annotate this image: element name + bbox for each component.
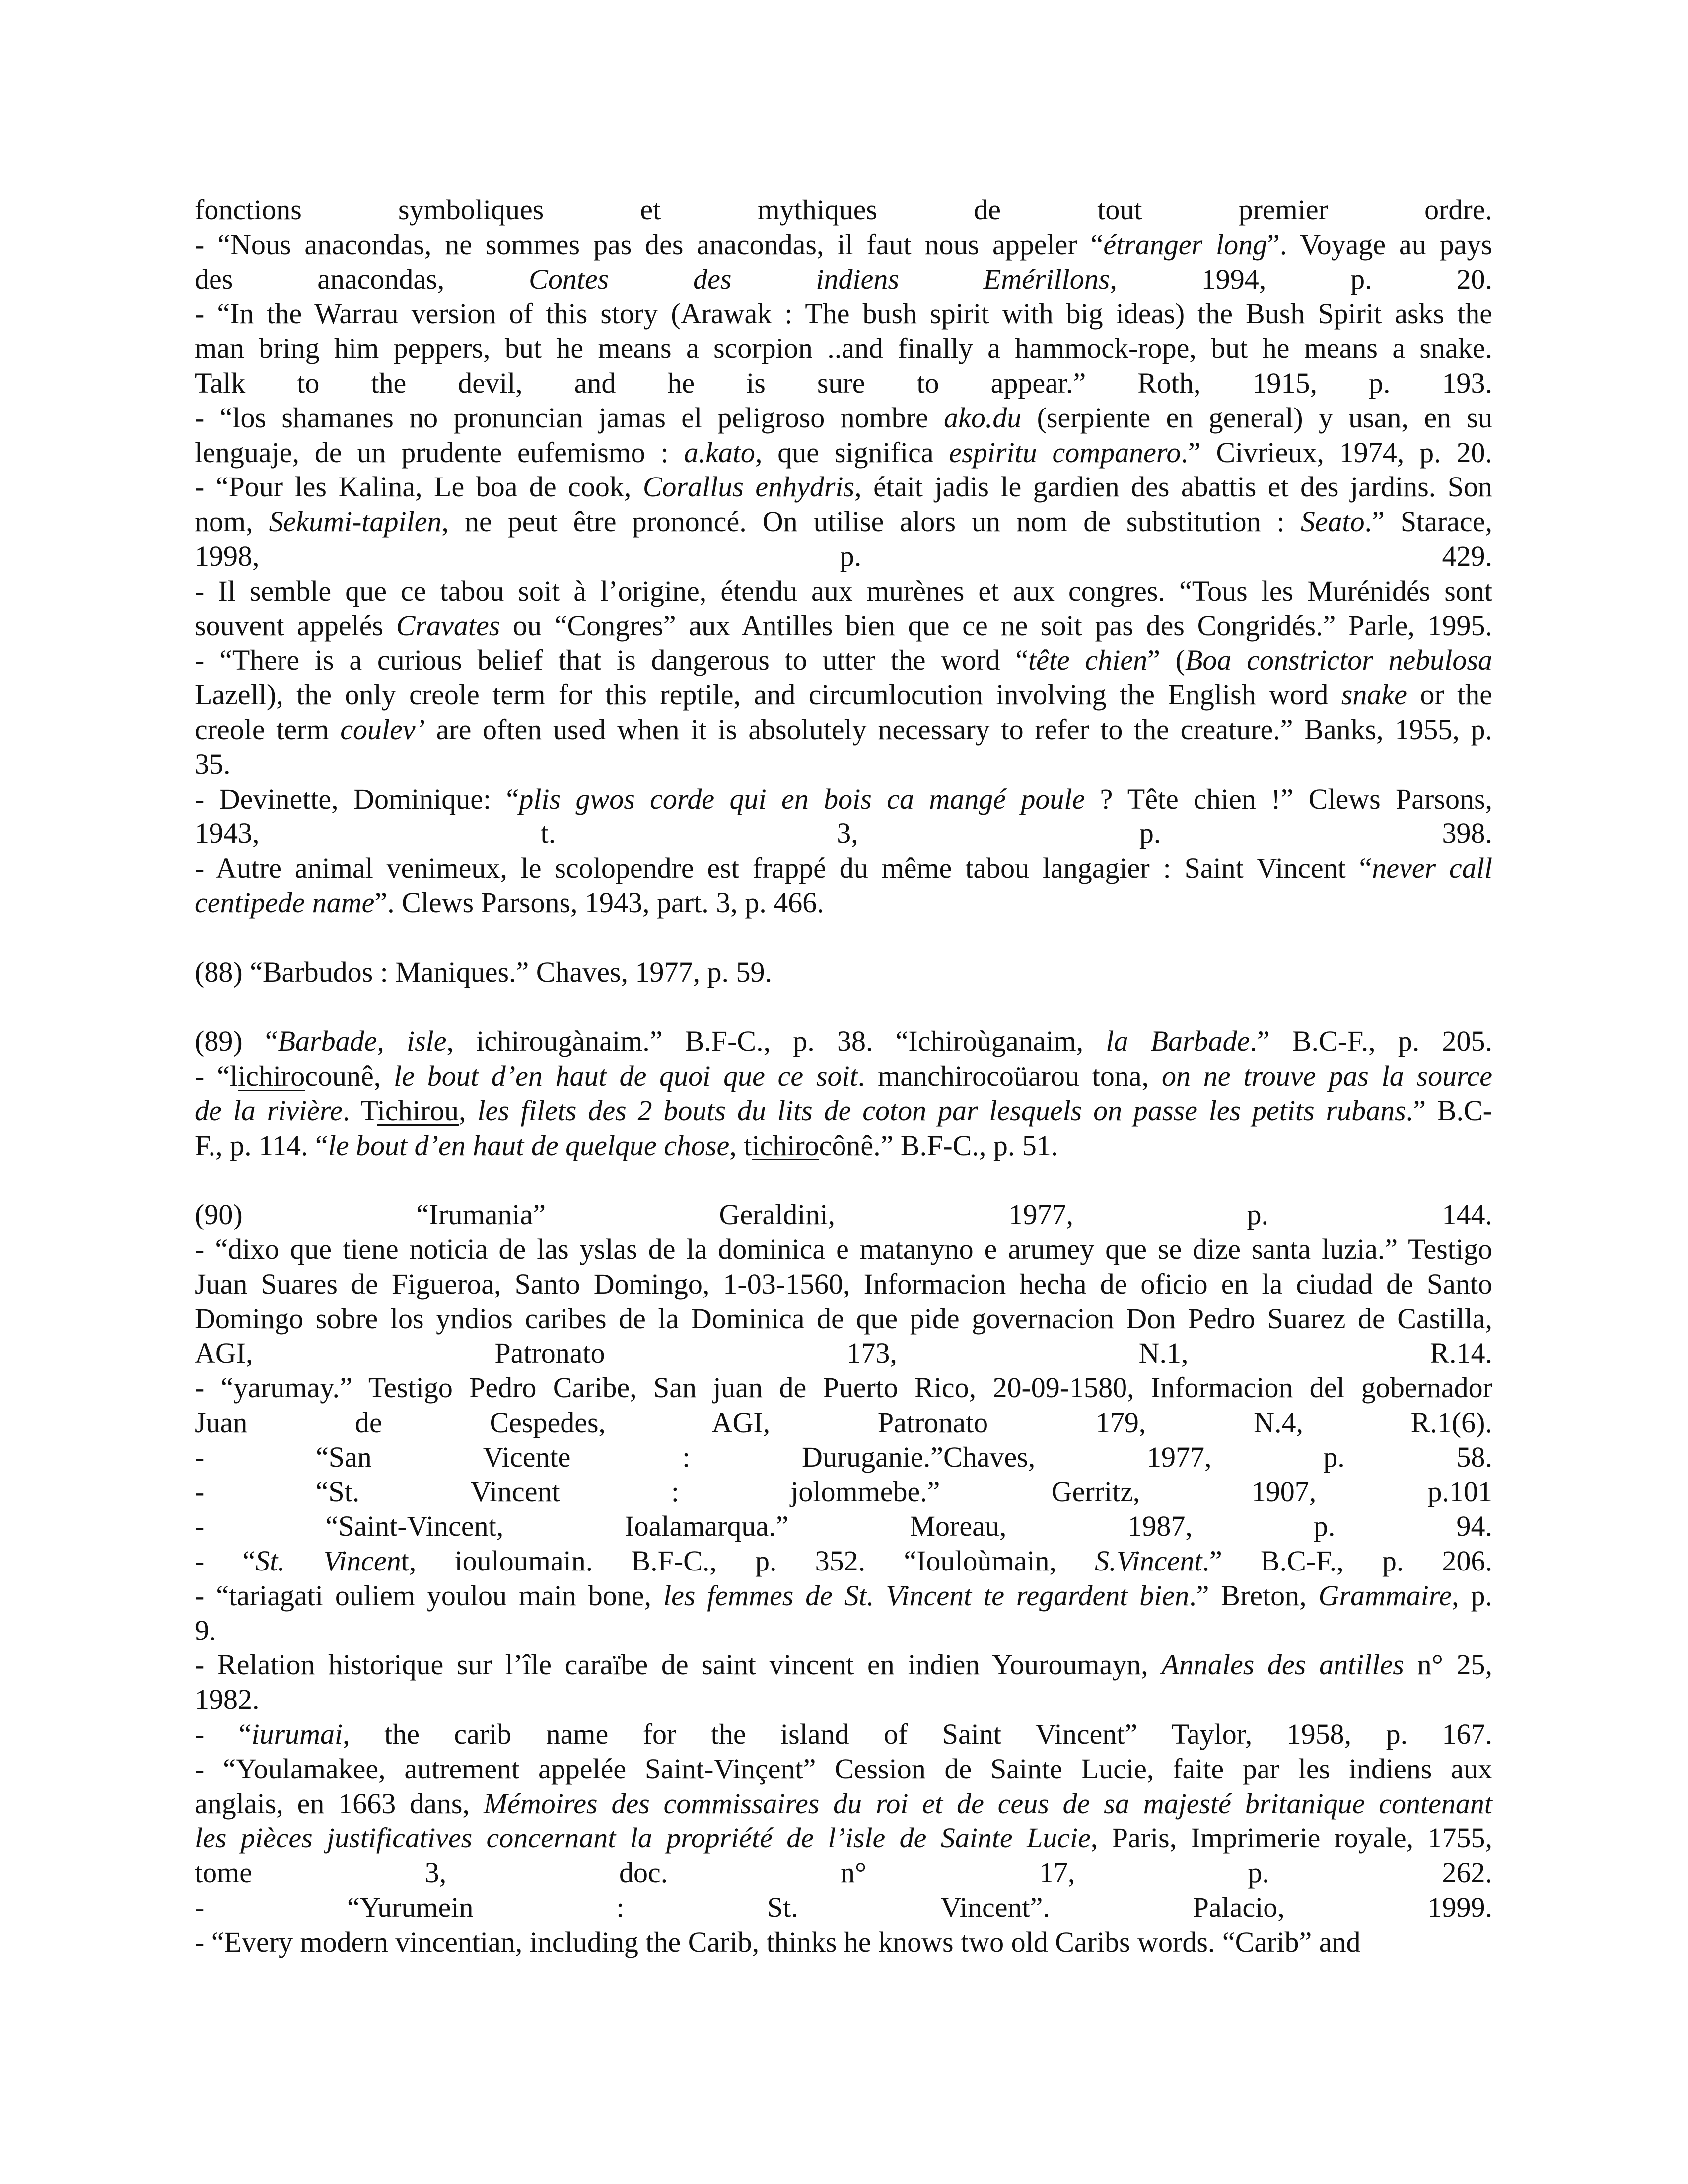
italic-run: Barbade, isle [278,1025,447,1058]
text-run: anglais, en 1663 dans, [195,1787,484,1820]
italic-run: le bout d’en haut de quoi que ce soit [394,1059,858,1092]
text-run: - “ [195,1545,256,1577]
text-line [195,1093,1492,1128]
italic-run: Contes des indiens Emérillons [529,263,1110,295]
text-run: 1998, p. 429. [195,540,1492,572]
text-run: , était jadis le gardien des abattis et des jardins. Son [854,471,1492,503]
text-line [195,296,1492,331]
italic-run: les femmes de St. Vincent te regardent bien [663,1579,1190,1612]
text-line [195,1370,1492,1405]
text-run: . T [343,1094,377,1127]
text-run: (88) “Barbudos : Maniques.” Chaves, 1977, p. 59. [195,956,773,988]
italic-run: Sekumi-tapilen [269,505,442,538]
italic-run: Seato [1300,505,1365,538]
text-line [195,1682,1492,1717]
italic-run: centipede name [195,886,375,919]
text-run: ”. Clews Parsons, 1943, part. 3, p. 466. [374,886,824,919]
text-run: - “ [195,1718,252,1751]
notes-body [195,193,1492,1960]
text-run: man bring him peppers, but he means a scorpion ..and finally a hammock-rope, but he means a snake. [195,332,1492,365]
text-run: - “San Vicente : Duruganie.”Chaves, 1977, p. 58. [195,1440,1492,1473]
text-run: 9. [195,1614,216,1646]
italic-run: les filets des 2 bouts du lits de coton par lesquels on passe les petits rubans [477,1094,1406,1127]
text-line [195,1613,1492,1648]
paragraph-note-89 [195,1024,1492,1162]
text-line [195,609,1492,643]
text-line [195,1128,1492,1163]
text-run: t, iouloumain. B.F-C., p. 352. “Iouloùmain, [401,1545,1095,1577]
text-run: - Devinette, Dominique: “ [195,782,519,815]
italic-run: S.Vincent [1095,1545,1202,1577]
text-line [195,1821,1492,1855]
text-run: des anacondas, [195,263,529,295]
text-run: .” B.C- [1406,1094,1492,1127]
text-run: AGI, Patronato 173, N.1, R.14. [195,1337,1492,1369]
paragraph-cont [195,193,1492,920]
text-run: Juan de Cespedes, AGI, Patronato 179, N.4, R.1(6). [195,1406,1492,1438]
text-line [195,1440,1492,1475]
italic-run: Grammaire [1318,1579,1452,1612]
text-line [195,1509,1492,1544]
italic-run: étranger long [1103,228,1267,261]
text-line [195,1855,1492,1890]
text-run: .” Civrieux, 1974, p. 20. [1181,436,1492,469]
italic-run: on ne trouve pas la source [1161,1059,1493,1092]
text-line [195,886,1492,920]
text-line [195,678,1492,712]
text-run: , ne peut être prononcé. On utilise alors un nom de substitution : [441,505,1301,538]
text-line [195,1232,1492,1267]
italic-run: a.kato [684,436,755,469]
text-line [195,1267,1492,1301]
italic-run: tête chien [1028,644,1148,677]
text-line [195,539,1492,574]
text-run: fonctions symboliques et mythiques de tout premier ordre. [195,194,1492,226]
text-run: - “Nous anacondas, ne sommes pas des anacondas, il faut nous appeler “ [195,228,1104,261]
text-line [195,470,1492,504]
text-run: - “Pour les Kalina, Le boa de cook, [195,471,643,503]
text-run: ou “Congres” aux Antilles bien que ce ne soit pas des Congridés.” Parle, 1995. [500,609,1492,642]
italic-run: St. Vincen [255,1545,401,1577]
text-run: (90) “Irumania” Geraldini, 1977, p. 144. [195,1198,1492,1231]
text-run: F., p. 114. “ [195,1129,328,1161]
italic-run: les pièces justificatives concernant la propriété de l’isle de Sainte Lucie [195,1822,1091,1854]
text-run: - Il semble que ce tabou soit à l’origine, étendu aux murènes et aux congres. “Tous les Murénidés sont [195,574,1492,607]
italic-run: le bout d’en haut de quelque chose [328,1129,730,1161]
text-run: - “tariagati ouliem youlou main bone, [195,1579,663,1612]
text-run: are often used when it is absolutely necessary to refer to the creature.” Banks, 1955, p. [424,713,1492,746]
text-run: Juan Suares de Figueroa, Santo Domingo, 1-03-1560, Informacion hecha de oficio en la ciudad de Santo [195,1267,1492,1300]
text-run: - “There is a curious belief that is dangerous to utter the word “ [195,644,1029,677]
italic-run: coulev’ [340,713,425,746]
italic-run: iurumai [251,1718,343,1751]
text-run: .” Starace, [1364,505,1492,538]
text-run: tome 3, doc. n° 17, p. 262. [195,1856,1492,1889]
text-run: - Relation historique sur l’île caraïbe de saint vincent en indien Youroumayn, [195,1648,1162,1681]
text-line [195,1059,1492,1093]
text-run: , que significa [755,436,949,469]
italic-run: Corallus enhydris [642,471,855,503]
text-run: , ichirougànaim.” B.F-C., p. 38. “Ichiroùganaim, [446,1025,1106,1058]
paragraph-gap [195,920,1492,955]
text-run: ” ( [1147,644,1185,677]
italic-run: plis gwos corde qui en bois ca mangé poule [519,782,1085,815]
text-run: 1943, t. 3, p. 398. [195,817,1492,850]
text-line [195,1301,1492,1336]
text-line [195,782,1492,817]
text-run: - “l [195,1059,238,1092]
text-line [195,504,1492,539]
italic-run: snake [1341,679,1407,711]
text-run: .” B.C-F., p. 205. [1250,1025,1493,1058]
text-run: 1982. [195,1683,260,1716]
text-line [195,747,1492,782]
text-line [195,1578,1492,1613]
text-run: - “Yurumein : St. Vincent”. Palacio, 1999. [195,1891,1492,1924]
text-line [195,1890,1492,1925]
underlined-run: ichiro [752,1129,819,1161]
text-line [195,1647,1492,1682]
text-line [195,227,1492,262]
text-run: souvent appelés [195,609,396,642]
text-run: ”. Voyage au pays [1267,228,1492,261]
underlined-run: ichirou [377,1094,459,1127]
text-run: nom, [195,505,269,538]
text-run: - Autre animal venimeux, le scolopendre est frappé du même tabou langagier : Saint Vincent “ [195,852,1372,885]
text-run: - “Every modern vincentian, including the Carib, thinks he knows two old Caribs words. “Carib” and [195,1925,1361,1958]
text-run: - “yarumay.” Testigo Pedro Caribe, San juan de Puerto Rico, 20-09-1580, Informacion del gobernador [195,1371,1492,1404]
text-run: Talk to the devil, and he is sure to appear.” Roth, 1915, p. 193. [195,366,1492,399]
text-run: - “dixo que tiene noticia de las yslas de la dominica e matanyno e arumey que se dize santa luzia.” Testigo [195,1232,1492,1265]
text-run: lenguaje, de un prudente eufemismo : [195,436,684,469]
italic-run: la Barbade [1106,1025,1250,1058]
italic-run: Mémoires des commissaires du roi et de ceus de sa majesté britanique contenant [483,1787,1492,1820]
text-line [195,1024,1492,1059]
italic-run: Cravates [396,609,500,642]
text-line [195,1336,1492,1370]
text-run: cônê.” B.F-C., p. 51. [819,1129,1058,1161]
text-line [195,1925,1492,1960]
text-line [195,816,1492,851]
text-run: , [459,1094,478,1127]
text-run: creole term [195,713,341,746]
text-line [195,366,1492,401]
text-line [195,1197,1492,1232]
text-run: - “Saint-Vincent, Ioalamarqua.” Moreau, 1987, p. 94. [195,1510,1492,1543]
text-run: - “los shamanes no pronuncian jamas el peligroso nombre [195,401,944,434]
italic-run: de la rivière [195,1094,343,1127]
paragraph-note-90 [195,1197,1492,1960]
text-line [195,1405,1492,1440]
underlined-run: ichiro [238,1059,305,1092]
italic-run: Annales des antilles [1161,1648,1404,1681]
text-run: counê, [305,1059,394,1092]
text-line [195,1544,1492,1578]
text-run: , Paris, Imprimerie royale, 1755, [1090,1822,1492,1854]
text-run: (89) “ [195,1025,278,1058]
text-run: or the [1407,679,1492,711]
text-run: , the carib name for the island of Saint Vincent” Taylor, 1958, p. 167. [343,1718,1492,1751]
text-line [195,1474,1492,1509]
italic-run: espiritu companero [949,436,1181,469]
text-line [195,1717,1492,1752]
text-line [195,193,1492,227]
text-run: , 1994, p. 20. [1110,263,1492,295]
italic-run: Boa constrictor nebulosa [1185,644,1492,677]
text-line [195,1752,1492,1786]
text-line [195,1786,1492,1821]
text-run: - “Youlamakee, autrement appelée Saint-Vinçent” Cession de Sainte Lucie, faite par les indiens aux [195,1752,1492,1785]
text-run: , t [729,1129,752,1161]
text-line [195,435,1492,470]
text-line [195,955,1492,990]
text-line [195,712,1492,747]
text-run: (serpiente en general) y usan, en su [1021,401,1492,434]
paragraph-gap [195,989,1492,1024]
text-line [195,262,1492,297]
text-run: - “St. Vincent : jolommebe.” Gerritz, 1907, p.101 [195,1475,1492,1508]
text-run: ? Tête chien !” Clews Parsons, [1085,782,1493,815]
text-line [195,331,1492,366]
text-line [195,643,1492,678]
text-run: .” Breton, [1189,1579,1319,1612]
text-run: - “In the Warrau version of this story (Arawak : The bush spirit with big ideas) the Bush Spirit asks the [195,297,1492,330]
text-run: n° 25, [1404,1648,1492,1681]
text-line [195,851,1492,886]
paragraph-gap [195,1162,1492,1197]
italic-run: ako.du [944,401,1022,434]
text-line [195,401,1492,435]
text-run: , p. [1452,1579,1492,1612]
italic-run: never call [1372,852,1492,885]
text-run: 35. [195,748,231,780]
text-run: Domingo sobre los yndios caribes de la Dominica de que pide governacion Don Pedro Suarez de Castilla, [195,1302,1492,1335]
paragraph-note-88 [195,955,1492,990]
text-run: . manchirocoüarou tona, [857,1059,1162,1092]
text-run: .” B.C-F., p. 206. [1202,1545,1493,1577]
text-run: Lazell), the only creole term for this reptile, and circumlocution involving the English word [195,679,1341,711]
text-line [195,574,1492,609]
